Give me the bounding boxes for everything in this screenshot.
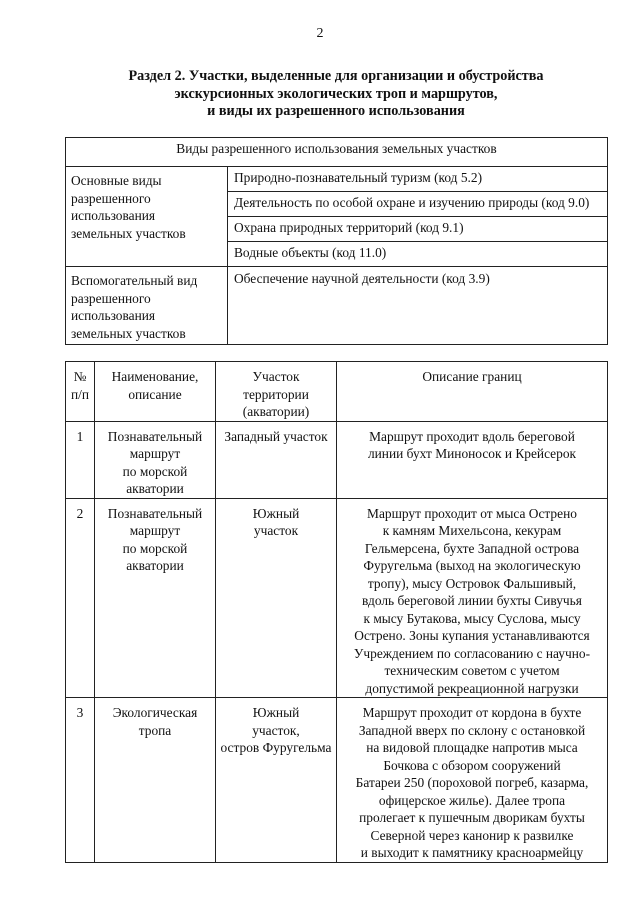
heading-line-2: экскурсионных экологических троп и маршрутов, (174, 85, 498, 102)
main-use-1: Природно-познавательный туризм (код 5.2) (228, 167, 608, 192)
row-desc: Маршрут проходит от кордона в бухте Западной вверх по склону с остановкой на видовой площадке напротив мыса Бочкова с обзором сооружений Батареи 250 (пороховой погреб, казарма, офицерское жилье). Далее тропа пролегает к пушечным дворикам бухты Северной через канонир к развилке и выходит к памятнику красноармейцу (337, 698, 608, 863)
permitted-uses-table (65, 137, 608, 345)
row-num: 3 (66, 698, 95, 863)
row-name: Познавательный маршрут по морской акватории (95, 498, 216, 698)
header-desc: Описание границ (337, 362, 608, 422)
row-area: Южный участок (216, 498, 337, 698)
table-row (66, 698, 608, 863)
row-name: Познавательный маршрут по морской акватории (95, 421, 216, 498)
row-area: Южный участок, остров Фуругельма (216, 698, 337, 863)
header-area: Участок территории (акватории) (216, 362, 337, 422)
section-heading (40, 68, 632, 121)
main-uses-category: Основные виды разрешенного использования земельных участков (66, 167, 228, 267)
aux-use-1: Обеспечение научной деятельности (код 3.9) (228, 267, 608, 345)
row-num: 2 (66, 498, 95, 698)
heading-line-1: Раздел 2. Участки, выделенные для организации и обустройства (128, 68, 544, 84)
row-desc: Маршрут проходит от мыса Острено к камням Михельсона, кекурам Гельмерсена, бухте Западной острова Фуругельма (выход на экологическую тропу), мысу Островок Фальшивый, вдоль береговой линии бухты Сивучья к мысу Бутакова, мысу Суслова, мысу Острено. Зоны купания устанавливаются Учреждением по согласованию с научно- техническим советом с учетом допустимой рекреационной нагрузки (337, 498, 608, 698)
main-use-3: Охрана природных территорий (код 9.1) (228, 217, 608, 242)
routes-table (65, 361, 608, 863)
main-use-2: Деятельность по особой охране и изучению природы (код 9.0) (228, 192, 608, 217)
heading-line-3: и виды их разрешенного использования (207, 103, 465, 119)
row-desc: Маршрут проходит вдоль береговой линии бухт Миноносок и Крейсерок (337, 421, 608, 498)
header-num: № п/п (66, 362, 95, 422)
row-area: Западный участок (216, 421, 337, 498)
table-row (66, 421, 608, 498)
table-row (66, 498, 608, 698)
row-num: 1 (66, 421, 95, 498)
main-use-4: Водные объекты (код 11.0) (228, 242, 608, 267)
header-name: Наименование, описание (95, 362, 216, 422)
uses-table-header: Виды разрешенного использования земельных участков (66, 138, 608, 167)
row-name: Экологическая тропа (95, 698, 216, 863)
aux-uses-category: Вспомогательный вид разрешенного использования земельных участков (66, 267, 228, 345)
routes-header-row (66, 362, 608, 422)
page-number: 2 (316, 26, 324, 41)
